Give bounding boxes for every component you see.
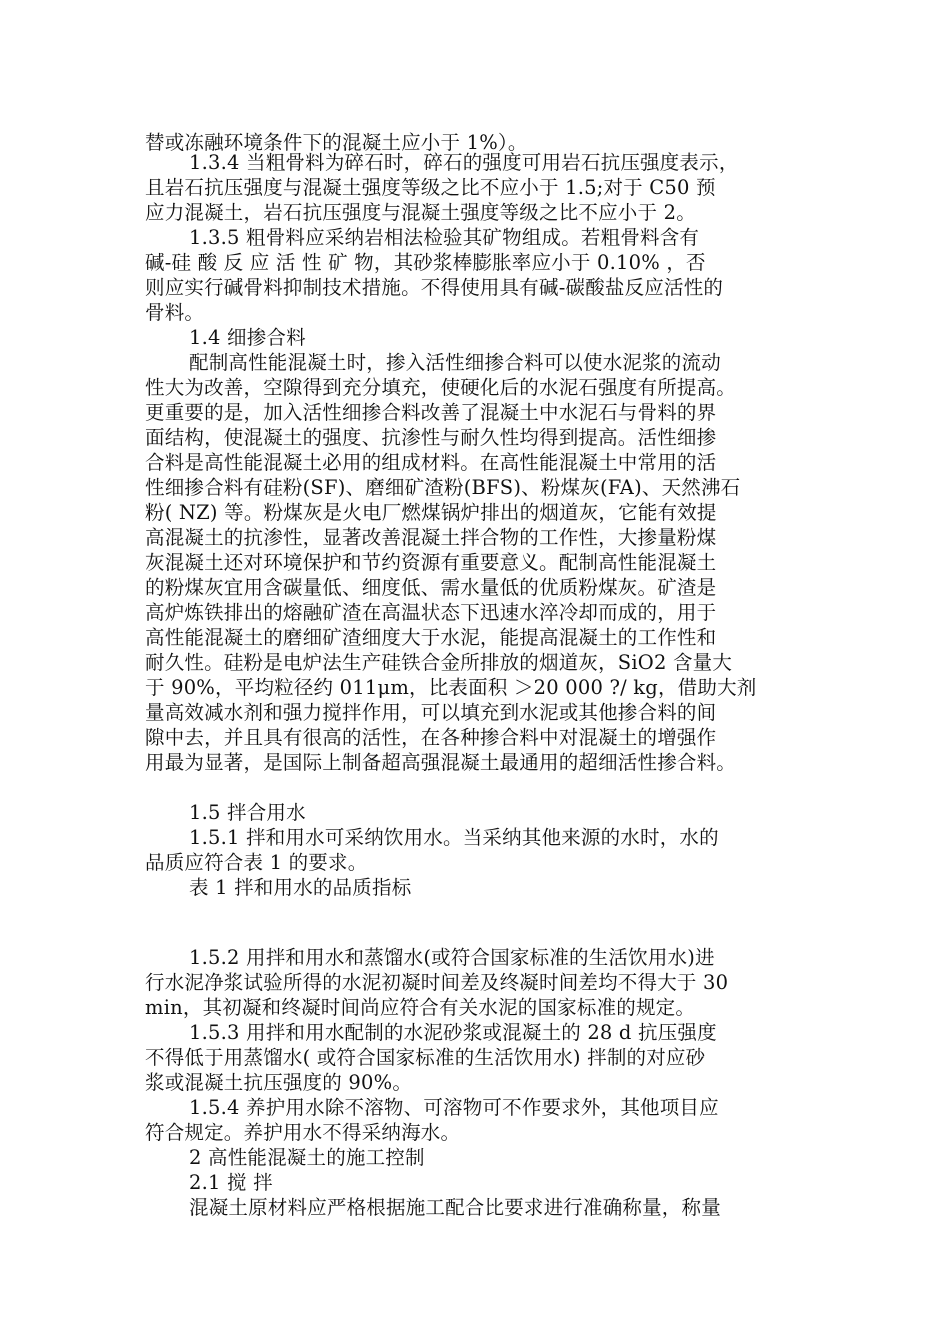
- table-caption: 表 1 拌和用水的品质指标: [189, 876, 412, 899]
- section-heading: 2 高性能混凝土的施工控制: [189, 1146, 425, 1169]
- text-line: 隙中去，并且具有很高的活性，在各种掺合料中对混凝土的增强作: [145, 726, 717, 749]
- text-line: 骨料。: [145, 301, 205, 324]
- text-line: 混凝土原材料应严格根据施工配合比要求进行准确称量，称量: [189, 1196, 721, 1219]
- text-line: 1.5.2 用拌和用水和蒸馏水(或符合国家标准的生活饮用水)进: [189, 946, 715, 969]
- text-line: 碱-硅 酸 反 应 活 性 矿 物，其砂浆棒膨胀率应小于 0.10% ，否: [145, 251, 706, 274]
- text-line: 1.5.1 拌和用水可采纳饮用水。当采纳其他来源的水时，水的: [189, 826, 719, 849]
- text-line: 高炉炼铁排出的熔融矿渣在高温状态下迅速水淬冷却而成的，用于: [145, 601, 717, 624]
- text-line: 高性能混凝土的磨细矿渣细度大于水泥，能提高混凝土的工作性和: [145, 626, 717, 649]
- text-line: 浆或混凝土抗压强度的 90%。: [145, 1071, 413, 1094]
- text-line: 1.3.4 当粗骨料为碎石时，碎石的强度可用岩石抗压强度表示，: [189, 151, 739, 174]
- text-line: 粉( NZ) 等。粉煤灰是火电厂燃煤锅炉排出的烟道灰，它能有效提: [145, 501, 717, 524]
- section-heading: 2.1 搅 拌: [189, 1171, 273, 1194]
- text-line: 性大为改善，空隙得到充分填充，使硬化后的水泥石强度有所提高。: [145, 376, 737, 399]
- text-line: 配制高性能混凝土时，掺入活性细掺合料可以使水泥浆的流动: [189, 351, 721, 374]
- text-line: 高混凝土的抗渗性，显著改善混凝土拌合物的工作性，大掺量粉煤: [145, 526, 717, 549]
- section-heading: 1.5 拌合用水: [189, 801, 306, 824]
- text-line: 量高效减水剂和强力搅拌作用，可以填充到水泥或其他掺合料的间: [145, 701, 717, 724]
- text-line: 用最为显著，是国际上制备超高强混凝土最通用的超细活性掺合料。: [145, 751, 737, 774]
- text-line: 不得低于用蒸馏水( 或符合国家标准的生活饮用水) 拌制的对应砂: [145, 1046, 706, 1069]
- text-line: 则应实行碱骨料抑制技术措施。不得使用具有碱-碳酸盐反应活性的: [145, 276, 724, 299]
- text-line: 更重要的是，加入活性细掺合料改善了混凝土中水泥石与骨料的界: [145, 401, 717, 424]
- text-line: min，其初凝和终凝时间尚应符合有关水泥的国家标准的规定。: [145, 996, 696, 1019]
- text-line: 于 90%，平均粒径约 011μm，比表面积 ＞20 000 ?/ kg，借助大剂: [145, 676, 757, 699]
- text-line: 1.5.3 用拌和用水配制的水泥砂浆或混凝土的 28 d 抗压强度: [189, 1021, 717, 1044]
- text-line: 灰混凝土还对环境保护和节约资源有重要意义。配制高性能混凝土: [145, 551, 717, 574]
- text-line: 且岩石抗压强度与混凝土强度等级之比不应小于 1.5;对于 C50 预: [145, 176, 716, 199]
- text-line: 符合规定。养护用水不得采纳海水。: [145, 1121, 461, 1144]
- text-line: 的粉煤灰宜用含碳量低、细度低、需水量低的优质粉煤灰。矿渣是: [145, 576, 717, 599]
- text-line: 应力混凝土，岩石抗压强度与混凝土强度等级之比不应小于 2。: [145, 201, 696, 224]
- text-line: 替或冻融环境条件下的混凝土应小于 1%）。: [145, 131, 528, 154]
- text-line: 品质应符合表 1 的要求。: [145, 851, 368, 874]
- text-line: 性细掺合料有硅粉(SF)、磨细矿渣粉(BFS)、粉煤灰(FA)、天然沸石: [145, 476, 741, 499]
- text-line: 1.3.5 粗骨料应采纳岩相法检验其矿物组成。若粗骨料含有: [189, 226, 700, 249]
- text-line: 1.5.4 养护用水除不溶物、可溶物可不作要求外，其他项目应: [189, 1096, 719, 1119]
- text-line: 面结构，使混凝土的强度、抗渗性与耐久性均得到提高。活性细掺: [145, 426, 717, 449]
- text-line: 行水泥净浆试验所得的水泥初凝时间差及终凝时间差均不得大于 30: [145, 971, 729, 994]
- section-heading: 1.4 细掺合料: [189, 326, 306, 349]
- text-line: 耐久性。硅粉是电炉法生产硅铁合金所排放的烟道灰，SiO2 含量大: [145, 651, 733, 674]
- text-line: 合料是高性能混凝土必用的组成材料。在高性能混凝土中常用的活: [145, 451, 717, 474]
